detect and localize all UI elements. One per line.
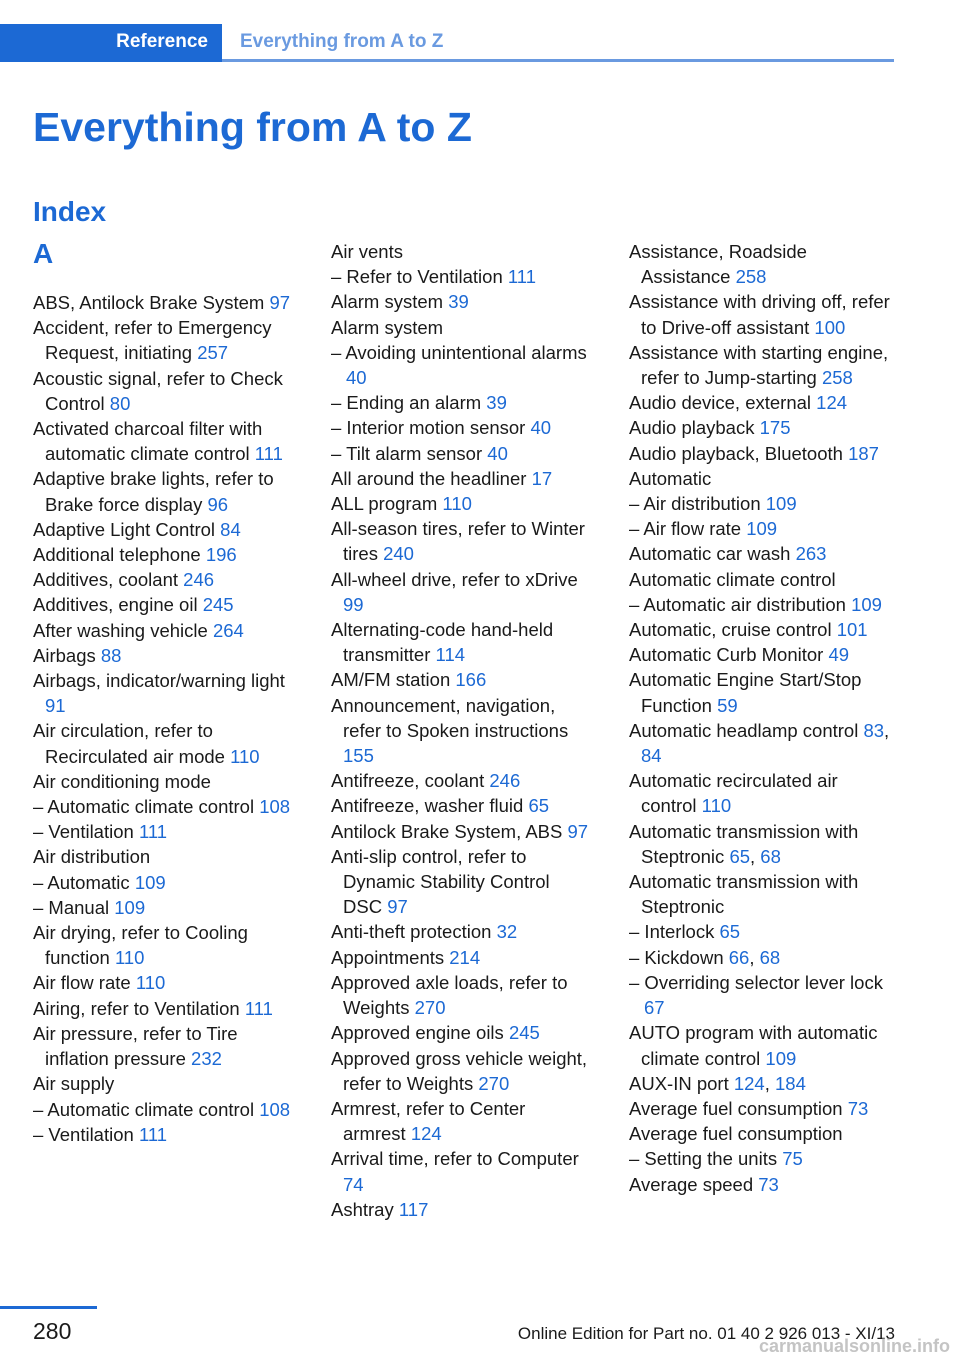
footer-rule xyxy=(0,1306,97,1309)
entry-text: Anti-theft protection xyxy=(331,921,497,943)
page-link[interactable]: 73 xyxy=(758,1173,779,1195)
entry-text: Air distribution xyxy=(33,846,151,868)
page-separator: , xyxy=(764,1072,776,1094)
entry-text: Adaptive Light Control xyxy=(33,518,221,540)
page-link[interactable]: 97 xyxy=(387,896,408,918)
page-link[interactable]: 67 xyxy=(644,997,665,1019)
entry-text: Audio playback xyxy=(629,417,760,439)
entry-text: Automatic transmission with Steptronic xyxy=(629,820,859,867)
entry-text: – Automatic air distribution xyxy=(629,593,852,615)
entry-text: Additives, engine oil xyxy=(33,594,203,616)
entry-text: Automatic Engine Start/Stop Function xyxy=(629,669,862,716)
page-link[interactable]: 196 xyxy=(205,544,237,566)
page-link[interactable]: 40 xyxy=(530,417,552,439)
entry-text: – Kickdown xyxy=(629,946,729,968)
page-link[interactable]: 111 xyxy=(254,443,283,465)
page-link[interactable]: 240 xyxy=(383,543,414,565)
index-entry xyxy=(331,819,593,844)
entry-text: Airing, refer to Ventilation xyxy=(33,997,245,1019)
index-subentry xyxy=(629,945,893,970)
index-subentry xyxy=(331,441,593,466)
index-subentry xyxy=(629,919,893,944)
index-entry xyxy=(33,618,297,643)
entry-text: ABS, Antilock Brake System xyxy=(33,292,270,313)
entry-text: Activated charcoal filter with automatic climate control xyxy=(33,418,263,465)
page-link[interactable]: 17 xyxy=(531,467,553,489)
page-link[interactable]: 124 xyxy=(816,392,848,414)
entry-text: – Refer to Ventilation xyxy=(331,266,508,288)
entry-text: Automatic transmission with Steptronic xyxy=(629,871,859,918)
index-entry xyxy=(33,996,297,1021)
page-link[interactable]: 74 xyxy=(343,1173,364,1195)
page-link[interactable]: 187 xyxy=(848,442,879,464)
page-link[interactable]: 49 xyxy=(828,644,850,666)
index-entry xyxy=(629,819,893,869)
index-entry xyxy=(33,769,297,794)
index-subentry xyxy=(629,1146,893,1171)
entry-text: Additives, coolant xyxy=(33,569,184,591)
page-link[interactable]: 109 xyxy=(114,896,146,918)
entry-text: All around the headliner xyxy=(331,467,532,489)
entry-text: Accident, refer to Emergency Request, initiating xyxy=(33,317,272,364)
entry-text: Approved axle loads, refer to Weights xyxy=(331,971,568,1019)
index-entry xyxy=(331,970,593,1020)
entry-text: AUTO program with automatic climate control xyxy=(629,1022,878,1069)
entry-text: Arrival time, refer to Computer xyxy=(331,1148,579,1170)
page-link[interactable]: 245 xyxy=(508,1022,540,1044)
index-subentry xyxy=(33,819,297,844)
index-entry xyxy=(629,869,893,919)
index-subentry xyxy=(33,794,297,819)
entry-text: – Avoiding unintentional alarms xyxy=(331,341,587,363)
index-letter: A xyxy=(33,238,54,269)
page-link[interactable]: 109 xyxy=(134,871,166,893)
entry-text: All-wheel drive, refer to xDrive xyxy=(331,568,578,590)
index-entry xyxy=(33,592,297,617)
index-entry xyxy=(629,466,893,491)
page-link[interactable]: 84 xyxy=(641,745,662,767)
index-subentry xyxy=(629,491,893,516)
index-entry xyxy=(629,340,893,390)
index-entry xyxy=(331,567,593,617)
entry-text: Average speed xyxy=(629,1173,759,1195)
entry-text: Antifreeze, coolant xyxy=(331,770,490,792)
entry-text: Airbags, indicator/warning light xyxy=(33,670,285,692)
page-link[interactable]: 270 xyxy=(478,1072,510,1094)
index-entry xyxy=(629,617,893,642)
entry-text: Ashtray xyxy=(331,1198,399,1220)
page-link[interactable]: 257 xyxy=(197,342,229,364)
page-link[interactable]: 96 xyxy=(207,493,229,515)
entry-text: Approved engine oils xyxy=(331,1022,509,1044)
entry-text: After washing vehicle xyxy=(33,619,213,641)
watermark: carmanualsonline.info xyxy=(758,1336,950,1356)
index-entry xyxy=(331,239,593,264)
index-subentry xyxy=(629,970,893,1020)
page-link[interactable]: 114 xyxy=(435,644,466,666)
page-link[interactable]: 40 xyxy=(487,442,508,464)
online-edition-note: Online Edition for Part no. 01 40 2 926 013 - XI/13 xyxy=(517,1324,895,1343)
entry-text: Automatic recirculated air control xyxy=(629,770,838,817)
page-link[interactable]: 175 xyxy=(759,417,791,439)
entry-text: – Air flow rate xyxy=(629,518,747,540)
page-link[interactable]: 124 xyxy=(410,1123,442,1145)
index-entry xyxy=(33,542,297,567)
entry-text: Alarm system xyxy=(331,291,449,313)
index-entry xyxy=(629,239,893,289)
index-entry xyxy=(629,718,893,768)
index-entry xyxy=(629,1096,893,1121)
index-entry xyxy=(331,844,593,920)
page-link[interactable]: 65 xyxy=(719,921,741,943)
entry-text: Automatic Curb Monitor xyxy=(629,644,829,666)
index-entry xyxy=(33,668,297,718)
index-subentry xyxy=(629,592,893,617)
header-rule xyxy=(222,59,894,62)
page-link[interactable]: 65 xyxy=(729,845,751,867)
page-link[interactable]: 109 xyxy=(746,518,778,540)
entry-text: AUX-IN port xyxy=(629,1072,734,1094)
index-column-1 xyxy=(33,290,297,1147)
page-link[interactable]: 184 xyxy=(775,1072,806,1094)
entry-text: Average fuel consumption xyxy=(629,1123,843,1145)
index-entry xyxy=(629,768,893,818)
index-entry xyxy=(33,567,297,592)
page-link[interactable]: 68 xyxy=(760,845,781,867)
entry-text: Automatic car wash xyxy=(629,543,796,565)
page-number: 280 xyxy=(33,1318,72,1344)
index-entry xyxy=(331,516,593,566)
page-link[interactable]: 117 xyxy=(398,1198,429,1220)
tab-everything-a-to-z[interactable]: Everything from A to Z xyxy=(240,31,444,52)
page-link[interactable]: 101 xyxy=(836,619,868,641)
page-link[interactable]: 155 xyxy=(343,745,374,767)
page-link[interactable]: 258 xyxy=(821,367,853,389)
entry-text: Announcement, navigation, refer to Spoken instructions xyxy=(331,694,569,741)
entry-text: – Automatic climate control xyxy=(33,1098,260,1120)
page-link[interactable]: 39 xyxy=(448,291,469,313)
entry-text: Air supply xyxy=(33,1073,115,1095)
page-link[interactable]: 88 xyxy=(100,644,122,666)
page-link[interactable]: 66 xyxy=(728,946,750,968)
page-separator: , xyxy=(750,845,761,867)
index-subentry xyxy=(33,1122,297,1147)
index-entry xyxy=(629,667,893,717)
entry-text: Audio playback, Bluetooth xyxy=(629,442,849,464)
index-entry xyxy=(33,466,297,516)
entry-text: Armrest, refer to Center armrest xyxy=(331,1097,526,1145)
index-entry xyxy=(629,1172,893,1197)
index-entry xyxy=(331,945,593,970)
entry-text: – Air distribution xyxy=(629,493,766,515)
entry-text: – Ventilation xyxy=(33,1123,139,1145)
index-entry xyxy=(331,315,593,340)
index-subentry xyxy=(331,390,593,415)
index-entry xyxy=(331,466,593,491)
index-entry xyxy=(33,366,297,416)
page-link[interactable]: 111 xyxy=(507,266,537,288)
entry-text: – Setting the units xyxy=(629,1148,783,1170)
entry-text: ALL program xyxy=(331,493,443,515)
index-entry xyxy=(33,290,297,315)
page-separator: , xyxy=(749,946,760,968)
page-link[interactable]: 232 xyxy=(191,1048,222,1070)
page-link[interactable]: 32 xyxy=(496,921,518,943)
index-entry xyxy=(33,920,297,970)
index-subentry xyxy=(33,895,297,920)
entry-text: – Ending an alarm xyxy=(331,392,487,414)
page-link[interactable]: 110 xyxy=(135,972,166,994)
index-entry xyxy=(629,1121,893,1146)
index-entry xyxy=(33,718,297,768)
page-link[interactable]: 100 xyxy=(814,316,846,338)
page-link[interactable]: 111 xyxy=(138,1123,168,1145)
page-link[interactable]: 99 xyxy=(343,593,364,615)
index-subentry xyxy=(331,415,593,440)
page-link[interactable]: 214 xyxy=(449,946,481,968)
page-link[interactable]: 97 xyxy=(567,820,589,842)
index-entry xyxy=(629,441,893,466)
entry-text: Alternating-code hand-held transmitter xyxy=(331,619,554,666)
index-entry xyxy=(629,1020,893,1070)
index-column-2 xyxy=(331,239,593,1222)
entry-text: Antifreeze, washer fluid xyxy=(331,795,529,817)
page-link[interactable]: 40 xyxy=(346,367,367,389)
index-entry xyxy=(629,415,893,440)
entry-text: Average fuel consumption xyxy=(629,1097,848,1119)
entry-text: Appointments xyxy=(331,946,450,968)
page-link[interactable]: 110 xyxy=(701,795,732,817)
page-link[interactable]: 109 xyxy=(765,1047,797,1069)
entry-text: – Interior motion sensor xyxy=(331,417,531,439)
entry-text: Alarm system xyxy=(331,316,444,338)
page-link[interactable]: 111 xyxy=(138,821,168,843)
index-subentry xyxy=(331,264,593,289)
page-link[interactable]: 59 xyxy=(717,694,738,716)
entry-text: Automatic climate control xyxy=(629,568,836,590)
index-entry xyxy=(331,491,593,516)
tab-reference[interactable] xyxy=(0,24,222,62)
entry-text: Approved gross vehicle weight, refer to Weights xyxy=(331,1047,588,1094)
page-separator: , xyxy=(884,719,890,741)
entry-text: Automatic, cruise control xyxy=(629,619,837,641)
index-column-3 xyxy=(629,239,893,1197)
index-entry xyxy=(331,693,593,769)
entry-text: AM/FM station xyxy=(331,669,456,691)
page-link[interactable]: 258 xyxy=(735,266,767,288)
index-entry xyxy=(33,1021,297,1071)
index-entry xyxy=(331,1020,593,1045)
index-entry xyxy=(629,1071,893,1096)
page-link[interactable]: 83 xyxy=(863,719,885,741)
page-link[interactable]: 246 xyxy=(489,770,521,792)
index-subentry xyxy=(629,516,893,541)
index-entry xyxy=(629,541,893,566)
entry-text: – Manual xyxy=(33,896,115,918)
page-link[interactable]: 65 xyxy=(528,795,550,817)
entry-text: Automatic headlamp control xyxy=(629,719,864,741)
index-entry xyxy=(33,315,297,365)
page-link[interactable]: 73 xyxy=(847,1097,869,1119)
index-entry xyxy=(331,1046,593,1096)
entry-text: Adaptive brake lights, refer to Brake force display xyxy=(33,468,274,515)
entry-text: Acoustic signal, refer to Check Control xyxy=(33,367,283,414)
entry-text: – Automatic xyxy=(33,871,135,893)
entry-text: Air flow rate xyxy=(33,972,136,994)
entry-text: Assistance with driving off, refer to Drive-off assistant xyxy=(629,291,890,338)
entry-text: Air pressure, refer to Tire inflation pressure xyxy=(33,1022,238,1070)
index-entry xyxy=(331,919,593,944)
page-link[interactable]: 245 xyxy=(202,594,234,616)
index-entry xyxy=(331,667,593,692)
page-link[interactable]: 110 xyxy=(114,947,145,969)
entry-text: Additional telephone xyxy=(33,544,206,566)
page-link[interactable]: 108 xyxy=(259,1098,291,1120)
index-entry xyxy=(331,1096,593,1146)
page-link[interactable]: 264 xyxy=(212,619,244,641)
entry-text: Air vents xyxy=(331,241,403,262)
page-title: Everything from A to Z xyxy=(33,104,472,150)
page-link[interactable]: 124 xyxy=(733,1072,765,1094)
page-link[interactable]: 39 xyxy=(486,392,507,414)
entry-text: – Overriding selector lever lock xyxy=(629,971,883,993)
entry-text: Automatic xyxy=(629,467,712,489)
entry-text: Audio device, external xyxy=(629,392,817,414)
page-link[interactable]: 91 xyxy=(45,695,66,717)
entry-text: – Tilt alarm sensor xyxy=(331,442,488,464)
page-link[interactable]: 75 xyxy=(782,1148,803,1170)
page-link[interactable]: 80 xyxy=(109,392,131,414)
index-entry xyxy=(331,1146,593,1196)
page-link[interactable]: 108 xyxy=(259,796,291,818)
entry-text: Assistance with starting engine, refer to Jump-starting xyxy=(629,341,889,389)
entry-text: – Interlock xyxy=(629,921,720,943)
entry-text: – Automatic climate control xyxy=(33,796,260,818)
entry-text: Airbags xyxy=(33,644,101,666)
page-link[interactable]: 110 xyxy=(230,745,260,767)
page-link[interactable]: 166 xyxy=(455,669,487,691)
index-entry xyxy=(33,416,297,466)
page-link[interactable]: 84 xyxy=(220,518,241,540)
index-entry xyxy=(629,289,893,339)
entry-text: Antilock Brake System, ABS xyxy=(331,820,568,842)
entry-text: Anti-slip control, refer to Dynamic Stability Control DSC xyxy=(331,845,550,918)
page-link[interactable]: 111 xyxy=(244,997,273,1019)
page-link[interactable]: 109 xyxy=(765,493,797,515)
entry-text: Air drying, refer to Cooling function xyxy=(33,922,248,969)
index-entry xyxy=(331,289,593,314)
page-link[interactable]: 110 xyxy=(442,493,472,515)
page-link[interactable]: 270 xyxy=(414,997,446,1019)
index-entry xyxy=(331,1197,593,1222)
page-link[interactable]: 246 xyxy=(183,569,215,591)
index-entry xyxy=(33,970,297,995)
page-link[interactable]: 109 xyxy=(851,593,882,615)
index-entry xyxy=(629,642,893,667)
page-link[interactable]: 68 xyxy=(759,946,781,968)
index-subentry xyxy=(33,870,297,895)
entry-text: All-season tires, refer to Winter tires xyxy=(331,518,585,565)
index-subentry xyxy=(331,340,593,390)
entry-text: Assistance, Roadside Assistance xyxy=(629,241,807,288)
page-link[interactable]: 263 xyxy=(795,543,827,565)
entry-text: Air circulation, refer to Recirculated air mode xyxy=(33,720,231,767)
index-entry xyxy=(331,793,593,818)
index-entry xyxy=(33,517,297,542)
entry-text: Air conditioning mode xyxy=(33,770,211,792)
index-entry xyxy=(629,390,893,415)
page-link[interactable]: 97 xyxy=(269,292,291,313)
section-title: Index xyxy=(33,196,107,227)
index-entry xyxy=(33,1071,297,1096)
index-entry xyxy=(33,844,297,869)
index-entry xyxy=(331,617,593,667)
index-subentry xyxy=(33,1097,297,1122)
index-entry xyxy=(33,643,297,668)
entry-text: – Ventilation xyxy=(33,821,139,843)
index-entry xyxy=(331,768,593,793)
header-bar xyxy=(0,24,894,62)
tab-reference-label: Reference xyxy=(116,31,208,52)
index-entry xyxy=(629,567,893,592)
